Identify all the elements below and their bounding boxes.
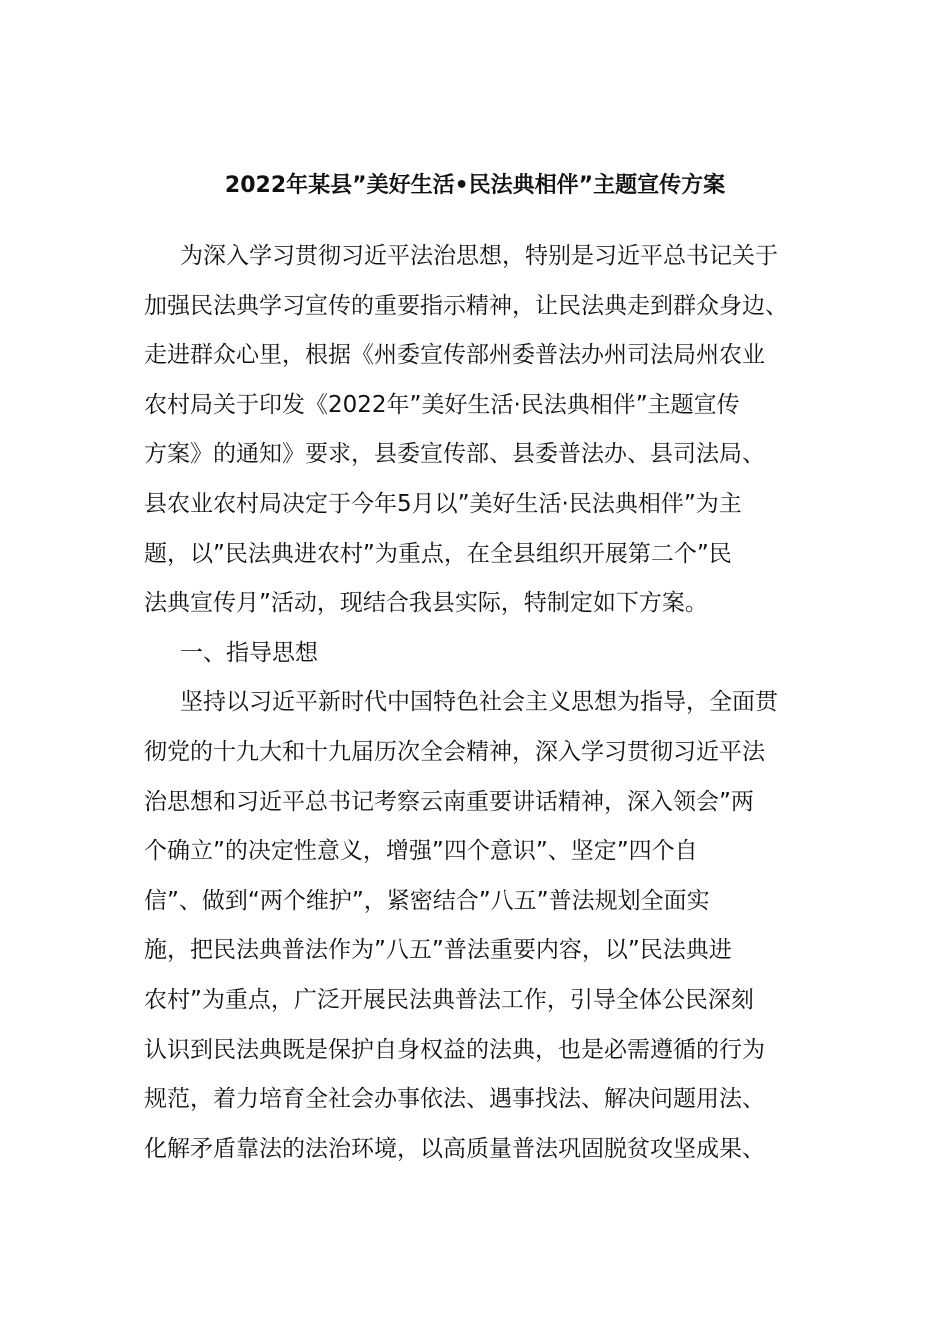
paragraph-2-line: 坚持以习近平新时代中国特色社会主义思想为指导，全面贯 (180, 689, 778, 716)
paragraph-1-line: 县农业农村局决定于今年5月以”美好生活·民法典相伴”为主 (144, 490, 742, 517)
paragraph-2-line: 施，把民法典普法作为”八五”普法重要内容，以”民法典进 (144, 937, 732, 964)
paragraph-2-line: 彻党的十九大和十九届历次全会精神，深入学习贯彻习近平法 (144, 738, 765, 765)
paragraph-1-line: 为深入学习贯彻习近平法治思想，特别是习近平总书记关于 (180, 243, 778, 269)
paragraph-1-line: 题，以”民法典进农村”为重点，在全县组织开展第二个”民 (144, 540, 732, 567)
section-heading-guiding-ideology: 一、指导思想 (180, 639, 318, 666)
paragraph-2-line: 化解矛盾靠法的法治环境，以高质量普法巩固脱贫攻坚成果、 (144, 1135, 765, 1162)
paragraph-2-line: 治思想和习近平总书记考察云南重要讲话精神，深入领会”两 (144, 788, 754, 815)
paragraph-1-line: 法典宣传月”活动，现结合我县实际，特制定如下方案。 (144, 590, 708, 617)
paragraph-2-line: 信”、做到“两个维护”，紧密结合”八五”普法规划全面实 (144, 887, 710, 914)
paragraph-1-line: 加强民法典学习宣传的重要指示精神，让民法典走到群众身边、 (144, 292, 788, 319)
paragraph-2-line: 个确立”的决定性意义，增强”四个意识”、坚定”四个自 (144, 838, 698, 865)
document-body (144, 232, 824, 1174)
paragraph-2-line: 农村”为重点，广泛开展民法典普法工作，引导全体公民深刻 (144, 986, 754, 1013)
paragraph-1-line: 方案》的通知》要求，县委宣传部、县委普法办、县司法局、 (144, 441, 765, 468)
paragraph-2-line: 规范，着力培育全社会办事依法、遇事找法、解决问题用法、 (144, 1086, 765, 1113)
document-title: 2022年某县”美好生活•民法典相伴”主题宣传方案 (224, 173, 726, 198)
paragraph-2-line: 认识到民法典既是保护自身权益的法典，也是必需遵循的行为 (144, 1036, 765, 1063)
paragraph-1-line: 农村局关于印发《2022年”美好生活·民法典相伴”主题宣传 (144, 391, 740, 418)
paragraph-1-line: 走进群众心里，根据《州委宣传部州委普法办州司法局州农业 (144, 342, 765, 369)
